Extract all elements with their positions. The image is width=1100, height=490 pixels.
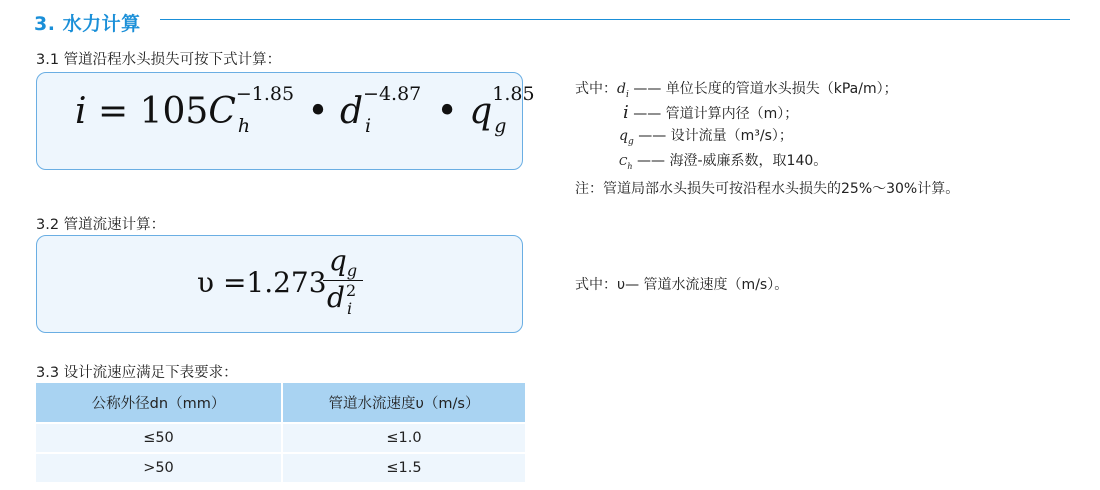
legend-sym-d: d <box>617 81 626 97</box>
legend-sub-q: g <box>627 136 634 147</box>
legend-sub-c: h <box>627 161 633 171</box>
legend-sym-q: q <box>619 128 628 144</box>
formula2-den-exponent: 2 <box>345 281 357 300</box>
section-title: 水力计算 <box>62 13 141 35</box>
legend-text-d: 单位长度的管道水头损失（kPa/m）； <box>665 81 898 97</box>
formula2-den-subscript: i <box>346 299 353 318</box>
table-header-velocity: 管道水流速度υ（m/s） <box>282 383 525 423</box>
section-number: 3. <box>34 13 56 35</box>
legend-sym-c: C <box>619 155 628 168</box>
formula-c-subscript: h <box>237 115 251 137</box>
table-cell: ≤1.5 <box>282 453 525 482</box>
formula-c-symbol: C <box>208 91 236 132</box>
table-row <box>36 453 525 482</box>
legend-dash: —— <box>633 106 662 122</box>
formula-d-exponent: −4.87 <box>363 83 422 105</box>
legend-line-d <box>575 78 898 100</box>
legend-sym-i: i <box>623 102 629 123</box>
formula-dot-1: • <box>307 91 329 132</box>
subsection-3-3-label: 3.3 设计流速应满足下表要求： <box>36 365 238 381</box>
table-cell: >50 <box>36 453 282 482</box>
formula-box-head-loss <box>36 72 535 170</box>
legend-note: 注：管道局部水头损失可按沿程水头损失的25%～30%计算。 <box>575 181 960 197</box>
legend-prefix: 式中： <box>575 81 617 97</box>
legend-dash: —— <box>637 153 666 169</box>
legend-text-i: 管道计算内径（m）； <box>665 106 799 122</box>
formula-q-subscript: g <box>494 115 507 137</box>
legend-line-c <box>619 150 827 171</box>
legend-text-q: 设计流量（m³/s）； <box>670 128 793 144</box>
legend-text-c: 海澄-威廉系数，取140。 <box>669 153 828 169</box>
formula-equals: = <box>97 91 129 132</box>
subsection-3-1-label: 3.1 管道沿程水头损失可按下式计算： <box>36 52 282 68</box>
formula-box-velocity <box>36 235 523 333</box>
formula2-denominator <box>321 281 365 317</box>
heading-rule <box>160 19 1070 20</box>
formula-d-subscript: i <box>365 115 372 137</box>
legend-dash: —— <box>638 128 667 144</box>
formula-velocity <box>197 266 327 299</box>
formula-lhs: i <box>75 91 87 132</box>
formula2-fraction <box>321 244 365 317</box>
table-header-diameter: 公称外径dn（mm） <box>36 383 282 423</box>
formula2-num-subscript: g <box>346 261 358 280</box>
formula-coefficient: 105 <box>139 91 209 132</box>
formula-dot-2: • <box>436 91 458 132</box>
table-header-row <box>36 383 525 423</box>
formula-q-exponent: 1.85 <box>492 83 535 105</box>
formula2-numerator <box>321 244 365 280</box>
table-cell: ≤50 <box>36 423 282 453</box>
legend-line-q <box>619 125 793 147</box>
formula2-num-symbol: q <box>328 244 347 277</box>
table-cell: ≤1.0 <box>282 423 525 453</box>
formula2-den-symbol: d <box>327 281 345 314</box>
section-heading <box>34 9 141 36</box>
legend-velocity: 式中：υ— 管道水流速度（m/s）。 <box>575 277 789 293</box>
velocity-requirement-table <box>36 383 525 482</box>
formula-d-symbol: d <box>340 91 364 132</box>
formula2-coefficient: 1.273 <box>246 266 327 299</box>
formula-c-exponent: −1.85 <box>235 83 295 105</box>
legend-dash: —— <box>633 81 662 97</box>
table-row <box>36 423 525 453</box>
formula2-lhs: υ <box>197 266 215 299</box>
subsection-3-2-label: 3.2 管道流速计算： <box>36 217 166 233</box>
legend-sub-d: i <box>625 89 629 100</box>
formula2-equals: = <box>222 266 247 299</box>
formula-head-loss <box>75 83 535 137</box>
legend-line-i <box>623 102 798 123</box>
formula-q-symbol: q <box>469 91 493 132</box>
